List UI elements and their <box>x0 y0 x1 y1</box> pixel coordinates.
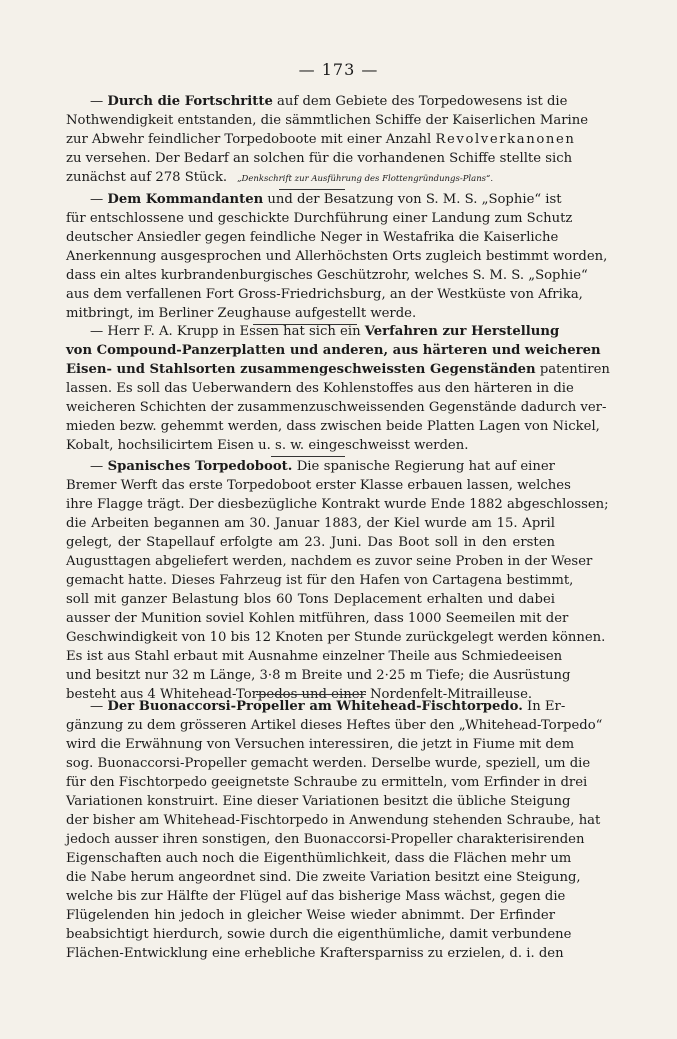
text-line <box>66 341 601 360</box>
body-text: Eigenschaften auch noch die Eigenthümlichkeit, dass die Flächen mehr um <box>66 851 572 866</box>
text-line <box>66 228 559 247</box>
text-line <box>66 533 555 552</box>
text-line <box>66 628 606 647</box>
text-line <box>66 609 569 628</box>
body-text: gelegt, der Stapellauf erfolgte am 23. Juni. Das Boot soll in den ersten <box>66 535 555 550</box>
body-text: soll mit ganzer Belastung blos 60 Tons Deplacement erhalten und dabei <box>66 592 555 607</box>
text-line <box>66 398 607 417</box>
text-line <box>66 697 566 716</box>
text-line <box>66 190 562 209</box>
text-line <box>66 647 563 666</box>
body-text: Kobalt, hochsilicirtem Eisen u. s. w. eingeschweisst werden. <box>66 438 469 453</box>
text-line <box>66 322 560 341</box>
text-line <box>66 304 555 323</box>
article-krupp-patent <box>66 322 610 455</box>
body-text: welche bis zur Hälfte der Flügel auf das bisherige Mass wächst, gegen die <box>66 889 566 904</box>
text-line <box>66 944 564 963</box>
text-line <box>66 792 571 811</box>
body-text: und der Besatzung von S. M. S. „Sophie“ ist <box>263 192 562 207</box>
article-heading: Spanisches Torpedoboot. <box>107 459 293 474</box>
article-heading: Der Buonaccorsi-Propeller am Whitehead-Fischtorpedo. <box>107 699 523 714</box>
article-buonaccorsi-propeller <box>66 697 603 963</box>
text-line <box>66 266 588 285</box>
article-spanish-torpedo-boat <box>66 457 609 704</box>
text-line <box>66 285 583 304</box>
text-line <box>66 906 555 925</box>
page-number: — 173 — <box>298 60 379 79</box>
body-text: die Arbeiten begannen am 30. Januar 1883, der Kiel wurde am 15. April <box>66 516 555 531</box>
text-line <box>66 247 608 266</box>
text-line <box>66 754 591 773</box>
body-text: gemacht hatte. Dieses Fahrzeug ist für den Hafen von Cartagena bestimmt, <box>66 573 574 588</box>
text-line <box>66 379 574 398</box>
article-heading: Verfahren zur Herstellung <box>364 324 560 339</box>
section-divider <box>256 694 366 695</box>
text-line <box>66 925 572 944</box>
article-sophie-commendation <box>66 190 608 323</box>
body-text: Augusttagen abgeliefert werden, nachdem es zuvor seine Proben in der Weser <box>66 554 593 569</box>
body-text: Geschwindigkeit von 10 bis 12 Knoten per Stunde zurückgelegt werden können. <box>66 630 606 645</box>
body-text: mieden bezw. gehemmt werden, dass zwischen beide Platten Lagen von Nickel, <box>66 419 600 434</box>
text-line <box>66 849 572 868</box>
text-line <box>66 830 585 849</box>
body-text: Flächen-Entwicklung eine erhebliche Kraftersparniss zu erzielen, d. i. den <box>66 946 564 961</box>
body-text: beabsichtigt hierdurch, sowie durch die eigenthümliche, damit verbundene <box>66 927 572 942</box>
body-text: die Nabe herum angeordnet sind. Die zweite Variation besitzt eine Steigung, <box>66 870 581 885</box>
body-text: der bisher am Whitehead-Fischtorpedo in Anwendung stehenden Schraube, hat <box>66 813 601 828</box>
text-line <box>66 811 601 830</box>
body-text: ausser der Munition soviel Kohlen mitführen, dass 1000 Seemeilen mit der <box>66 611 569 626</box>
article-torpedo-defense <box>66 92 589 187</box>
body-text: wird die Erwähnung von Versuchen interessiren, die jetzt in Fiume mit dem <box>66 737 575 752</box>
body-text: weicheren Schichten der zusammenzuschweissenden Gegenstände dadurch ver- <box>66 400 607 415</box>
body-text: zu versehen. Der Bedarf an solchen für die vorhandenen Schiffe stellte sich <box>66 151 573 166</box>
text-line <box>66 868 581 887</box>
body-text: patentiren <box>535 362 610 377</box>
text-line <box>66 495 609 514</box>
body-text: — <box>90 94 108 109</box>
body-text: für entschlossene und geschickte Durchführung einer Landung zum Schutz <box>66 211 573 226</box>
body-text: Variationen konstruirt. Eine dieser Variationen besitzt die übliche Steigung <box>66 794 571 809</box>
text-line <box>66 436 555 455</box>
body-text: zur Abwehr feindlicher Torpedoboote mit einer Anzahl <box>66 132 436 147</box>
body-text: dass ein altes kurbrandenburgisches Geschützrohr, welches S. M. S. „Sophie“ <box>66 268 588 283</box>
text-line <box>66 360 610 379</box>
article-heading: Eisen- und Stahlsorten zusammengeschweissten Gegenständen <box>66 362 536 377</box>
body-text: Revolverkanonen <box>435 132 576 147</box>
text-line <box>66 457 555 476</box>
body-text: für den Fischtorpedo geeignetste Schraube zu ermitteln, vom Erfinder in drei <box>66 775 588 790</box>
text-line <box>66 887 566 906</box>
text-line <box>66 735 575 754</box>
text-line <box>66 552 593 571</box>
body-text: deutscher Ansiedler gegen feindliche Neger in Westafrika die Kaiserliche <box>66 230 559 245</box>
body-text: gänzung zu dem grösseren Artikel dieses Heftes über den „Whitehead-Torpedo“ <box>66 718 603 733</box>
body-text: lassen. Es soll das Ueberwandern des Kohlenstoffes aus den härteren in die <box>66 381 574 396</box>
source-reference: „Denkschrift zur Ausführung des Flottengründungs-Plans“. <box>237 174 494 184</box>
text-line <box>66 716 603 735</box>
article-heading: Durch die Fortschritte <box>107 94 273 109</box>
text-line <box>66 209 573 228</box>
body-text: — <box>90 192 108 207</box>
text-line <box>66 417 600 436</box>
text-line <box>66 149 573 168</box>
text-line <box>66 773 588 792</box>
body-text: — <box>90 459 108 474</box>
body-text: — <box>90 699 108 714</box>
text-line <box>66 476 571 495</box>
article-heading: Dem Kommandanten <box>107 192 264 207</box>
body-text: zunächst auf 278 Stück. <box>66 170 228 185</box>
text-line <box>66 666 571 685</box>
text-line <box>66 111 589 130</box>
text-line <box>66 92 568 111</box>
body-text: Nothwendigkeit entstanden, die sämmtlichen Schiffe der Kaiserlichen Marine <box>66 113 589 128</box>
body-text: ihre Flagge trägt. Der diesbezügliche Kontrakt wurde Ende 1882 abgeschlossen; <box>66 497 609 512</box>
text-line <box>66 590 555 609</box>
text-line <box>66 130 576 149</box>
body-text: besteht aus 4 Whitehead-Torpedos und einer Nordenfelt-Mitrailleuse. <box>66 687 533 702</box>
text-line <box>66 571 574 590</box>
body-text: Die spanische Regierung hat auf einer <box>292 459 555 474</box>
body-text: auf dem Gebiete des Torpedowesens ist die <box>272 94 568 109</box>
body-text: In Er- <box>522 699 566 714</box>
body-text: Bremer Werft das erste Torpedoboot erster Klasse erbauen lassen, welches <box>66 478 571 493</box>
body-text: Flügelenden hin jedoch in gleicher Weise wieder abnimmt. Der Erfinder <box>66 908 555 923</box>
body-text: — Herr F. A. Krupp in Essen hat sich ein <box>90 324 365 339</box>
text-line <box>66 168 555 187</box>
body-text: Es ist aus Stahl erbaut mit Ausnahme einzelner Theile aus Schmiedeeisen <box>66 649 563 664</box>
body-text: mitbringt, im Berliner Zeughause aufgestellt werde. <box>66 306 417 321</box>
article-heading: von Compound-Panzerplatten und anderen, aus härteren und weicheren <box>66 343 601 358</box>
body-text: Anerkennung ausgesprochen und Allerhöchsten Orts zugleich bestimmt worden, <box>66 249 608 264</box>
body-text: sog. Buonaccorsi-Propeller gemacht werden. Derselbe wurde, speziell, um die <box>66 756 591 771</box>
body-text: und besitzt nur 32 m Länge, 3·8 m Breite und 2·25 m Tiefe; die Ausrüstung <box>66 668 571 683</box>
text-line <box>66 514 555 533</box>
body-text: jedoch ausser ihren sonstigen, den Buonaccorsi-Propeller charakterisirenden <box>66 832 585 847</box>
body-text: aus dem verfallenen Fort Gross-Friedrichsburg, an der Westküste von Afrika, <box>66 287 583 302</box>
